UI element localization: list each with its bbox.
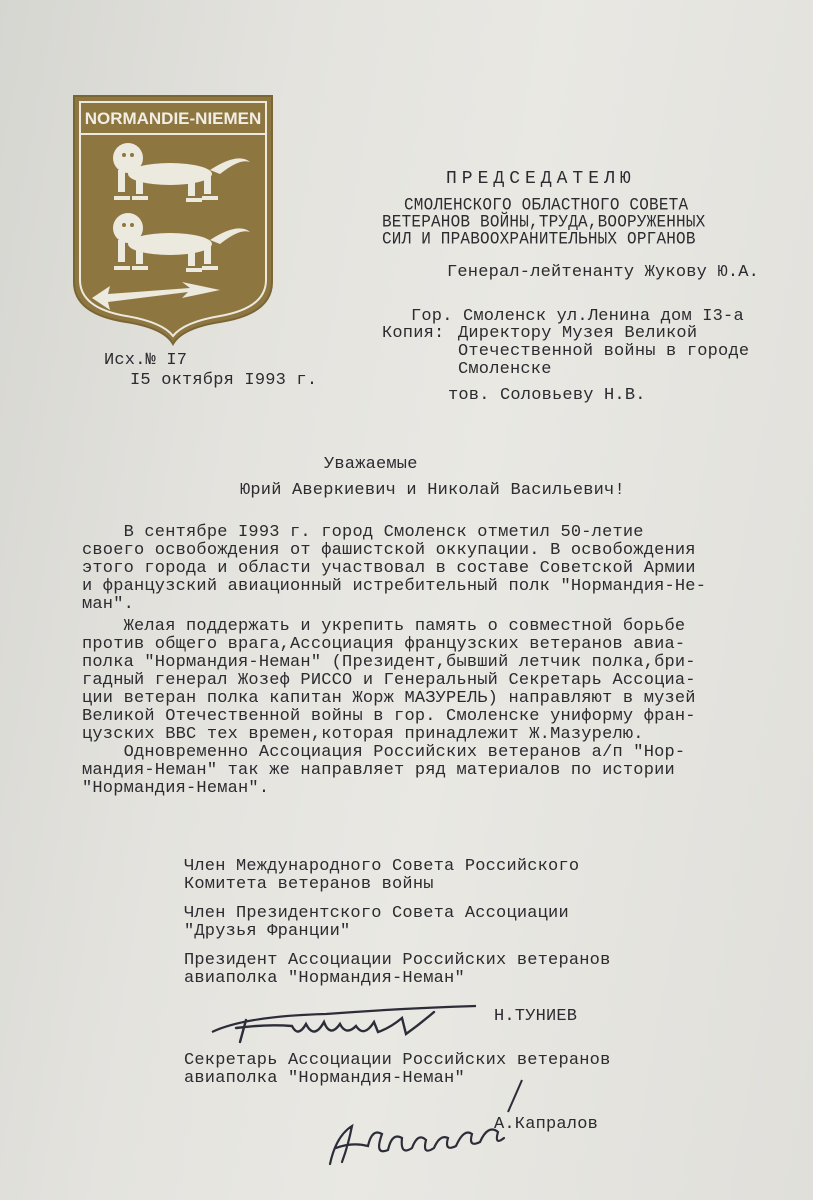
letter-date: I5 октября I993 г. <box>130 371 318 390</box>
body-line: против общего врага,Ассоциация французских ветеранов авиа- <box>82 635 686 654</box>
addressee-title: ПРЕДСЕДАТЕЛЮ <box>446 169 636 189</box>
outgoing-number: Исх.№ I7 <box>104 351 188 370</box>
body-line: ции ветеран полка капитан Жорж МАЗУРЕЛЬ) направляют в музей <box>82 689 696 708</box>
salutation-line2: Юрий Аверкиевич и Николай Васильевич! <box>240 481 625 500</box>
body-line: цузских ВВС тех времен,которая принадлежит Ж.Мазурелю. <box>82 725 644 744</box>
body-line: Великой Отечественной войны в гор. Смоленске униформу фран- <box>82 707 696 726</box>
body-line: этого города и области участвовал в составе Советской Армии <box>82 559 696 578</box>
secretary-line2: авиаполка "Нормандия-Неман" <box>184 1069 465 1088</box>
normandie-niemen-emblem-icon <box>70 92 276 346</box>
title1-line1: Член Международного Совета Российского <box>184 857 580 876</box>
title2-line1: Член Президентского Совета Ассоциации <box>184 904 569 923</box>
body-line: Одновременно Ассоциация Российских ветеранов а/п "Нор- <box>82 743 686 762</box>
addressee-address: Гор. Смоленск ул.Ленина дом I3-а <box>411 307 744 326</box>
addressee-person: Генерал-лейтенанту Жукову Ю.А. <box>447 263 760 282</box>
body-line: своего освобождения от фашистской оккупации. В освобождения <box>82 541 696 560</box>
addressee-org-line3: СИЛ И ПРАВООХРАНИТЕЛЬНЫХ ОРГАНОВ <box>382 229 696 249</box>
salutation-line1: Уважаемые <box>324 455 418 474</box>
copy-line2: Отечественной войны в городе <box>458 342 750 361</box>
emblem-banner-text: NORMANDIE-NIEMEN <box>84 109 262 128</box>
body-line: мандия-Неман" так же направляет ряд материалов по истории <box>82 761 675 780</box>
title2-line2: "Друзья Франции" <box>184 922 351 941</box>
body-line: и французский авиационный истребительный полк "Нормандия-Не- <box>82 577 707 596</box>
body-line: полка "Нормандия-Неман" (Президент,бывший летчик полка,бри- <box>82 653 696 672</box>
body-line: ман". <box>82 595 135 614</box>
copy-line1: Директору Музея Великой <box>458 324 698 343</box>
title3-line2: авиаполка "Нормандия-Неман" <box>184 969 465 988</box>
title1-line2: Комитета ветеранов войны <box>184 875 434 894</box>
copy-line3: Смоленске <box>458 360 552 379</box>
title3-line1: Президент Ассоциации Российских ветеранов <box>184 951 611 970</box>
body-line: Желая поддержать и укрепить память о совместной борьбе <box>82 617 686 636</box>
body-line: "Нормандия-Неман". <box>82 779 270 798</box>
addressee-org-line2: ВЕТЕРАНОВ ВОЙНЫ,ТРУДА,ВООРУЖЕННЫХ <box>382 212 706 232</box>
copy-person: тов. Соловьеву Н.В. <box>448 386 646 405</box>
secretary-line1: Секретарь Ассоциации Российских ветеранов <box>184 1051 611 1070</box>
signer1-name: Н.ТУНИЕВ <box>494 1007 578 1026</box>
signature-tuniev-icon <box>206 998 496 1048</box>
body-line: гадный генерал Жозеф РИССО и Генеральный Секретарь Ассоциа- <box>82 671 696 690</box>
copy-label: Копия: <box>382 324 445 343</box>
body-line: В сентябре I993 г. город Смоленск отметил 50-летие <box>82 523 644 542</box>
signer2-name: А.Капралов <box>494 1115 599 1134</box>
addressee-org-line1: СМОЛЕНСКОГО ОБЛАСТНОГО СОВЕТА <box>404 195 689 215</box>
